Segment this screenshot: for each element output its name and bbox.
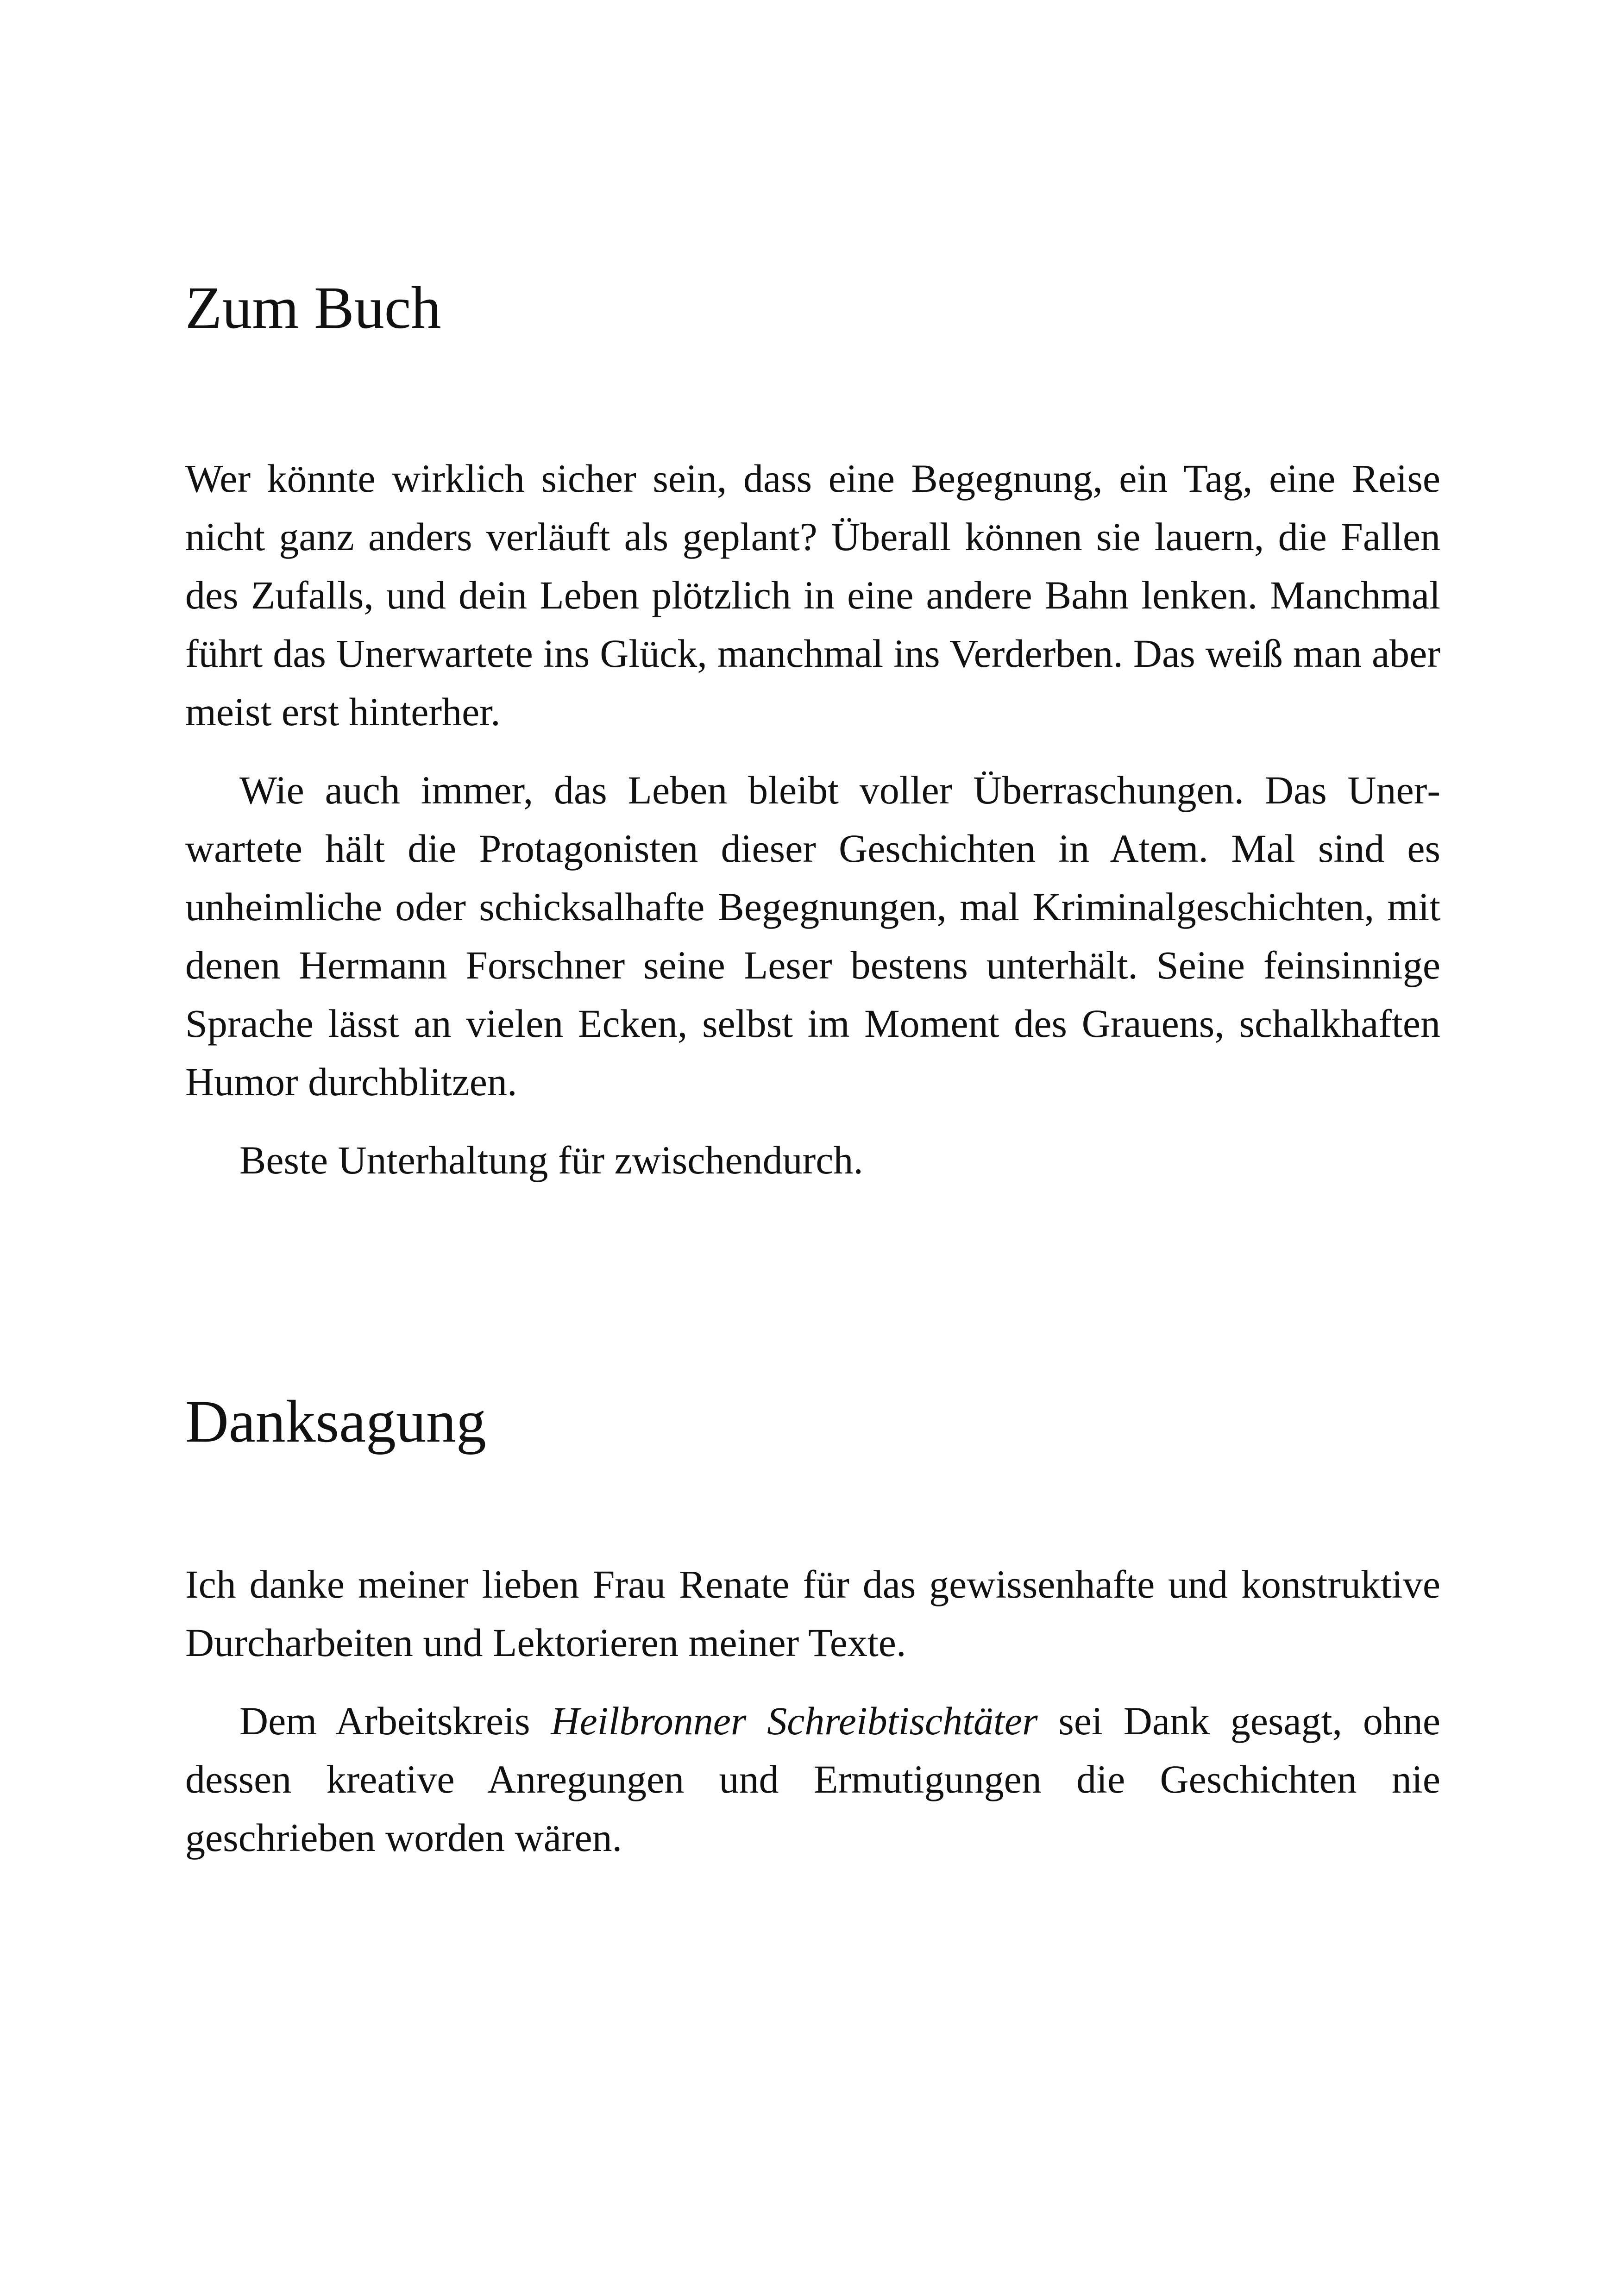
danksagung-text-before: Dem Arbeitskreis: [239, 1699, 551, 1743]
danksagung-section: [185, 1555, 1440, 1887]
danksagung-text-after: sei Dank gesagt, ohne dessen kreative Anregungen und Ermutigungen die Geschichten nie geschrieben worden wären.: [185, 1699, 1440, 1860]
zum-buch-section: [185, 449, 1440, 1209]
zum-buch-paragraph-2: Wie auch immer, das Leben bleibt voller Überraschungen. Das Unerwartete hält die Protagonisten dieser Geschichten in Atem. Mal sind es unheimliche oder schicksalhafte Begegnungen, mal Kriminalgeschichten, mit denen Hermann Forschner seine Leser bestens unterhält. Seine feinsinnige Sprache lässt an vielen Ecken, selbst im Moment des Grauens, schalkhaften Humor durchblitzen.: [185, 768, 1440, 1104]
danksagung-paragraph-2: [185, 1692, 1440, 1867]
arbeitskreis-name: Heilbronner Schreibtischtäter: [551, 1699, 1038, 1743]
danksagung-heading: Danksagung: [185, 1388, 486, 1455]
zum-buch-paragraph-1: Wer könnte wirklich sicher sein, dass eine Begegnung, ein Tag, eine Reise nicht ganz anders verläuft als geplant? Überall können sie lauern, die Fallen des Zufalls, und dein Leben plötzlich in eine andere Bahn lenken. Manchmal führt das Unerwartete ins Glück, manchmal ins Verderben. Das weiß man aber meist erst hinterher.: [185, 456, 1440, 734]
zum-buch-paragraph-3: Beste Unterhaltung für zwischendurch.: [239, 1138, 863, 1182]
zum-buch-heading: Zum Buch: [185, 275, 441, 341]
danksagung-paragraph-1: Ich danke meiner lieben Frau Renate für das gewissenhafte und konstruktive Durcharbeiten und Lektorieren meiner Texte.: [185, 1562, 1440, 1665]
